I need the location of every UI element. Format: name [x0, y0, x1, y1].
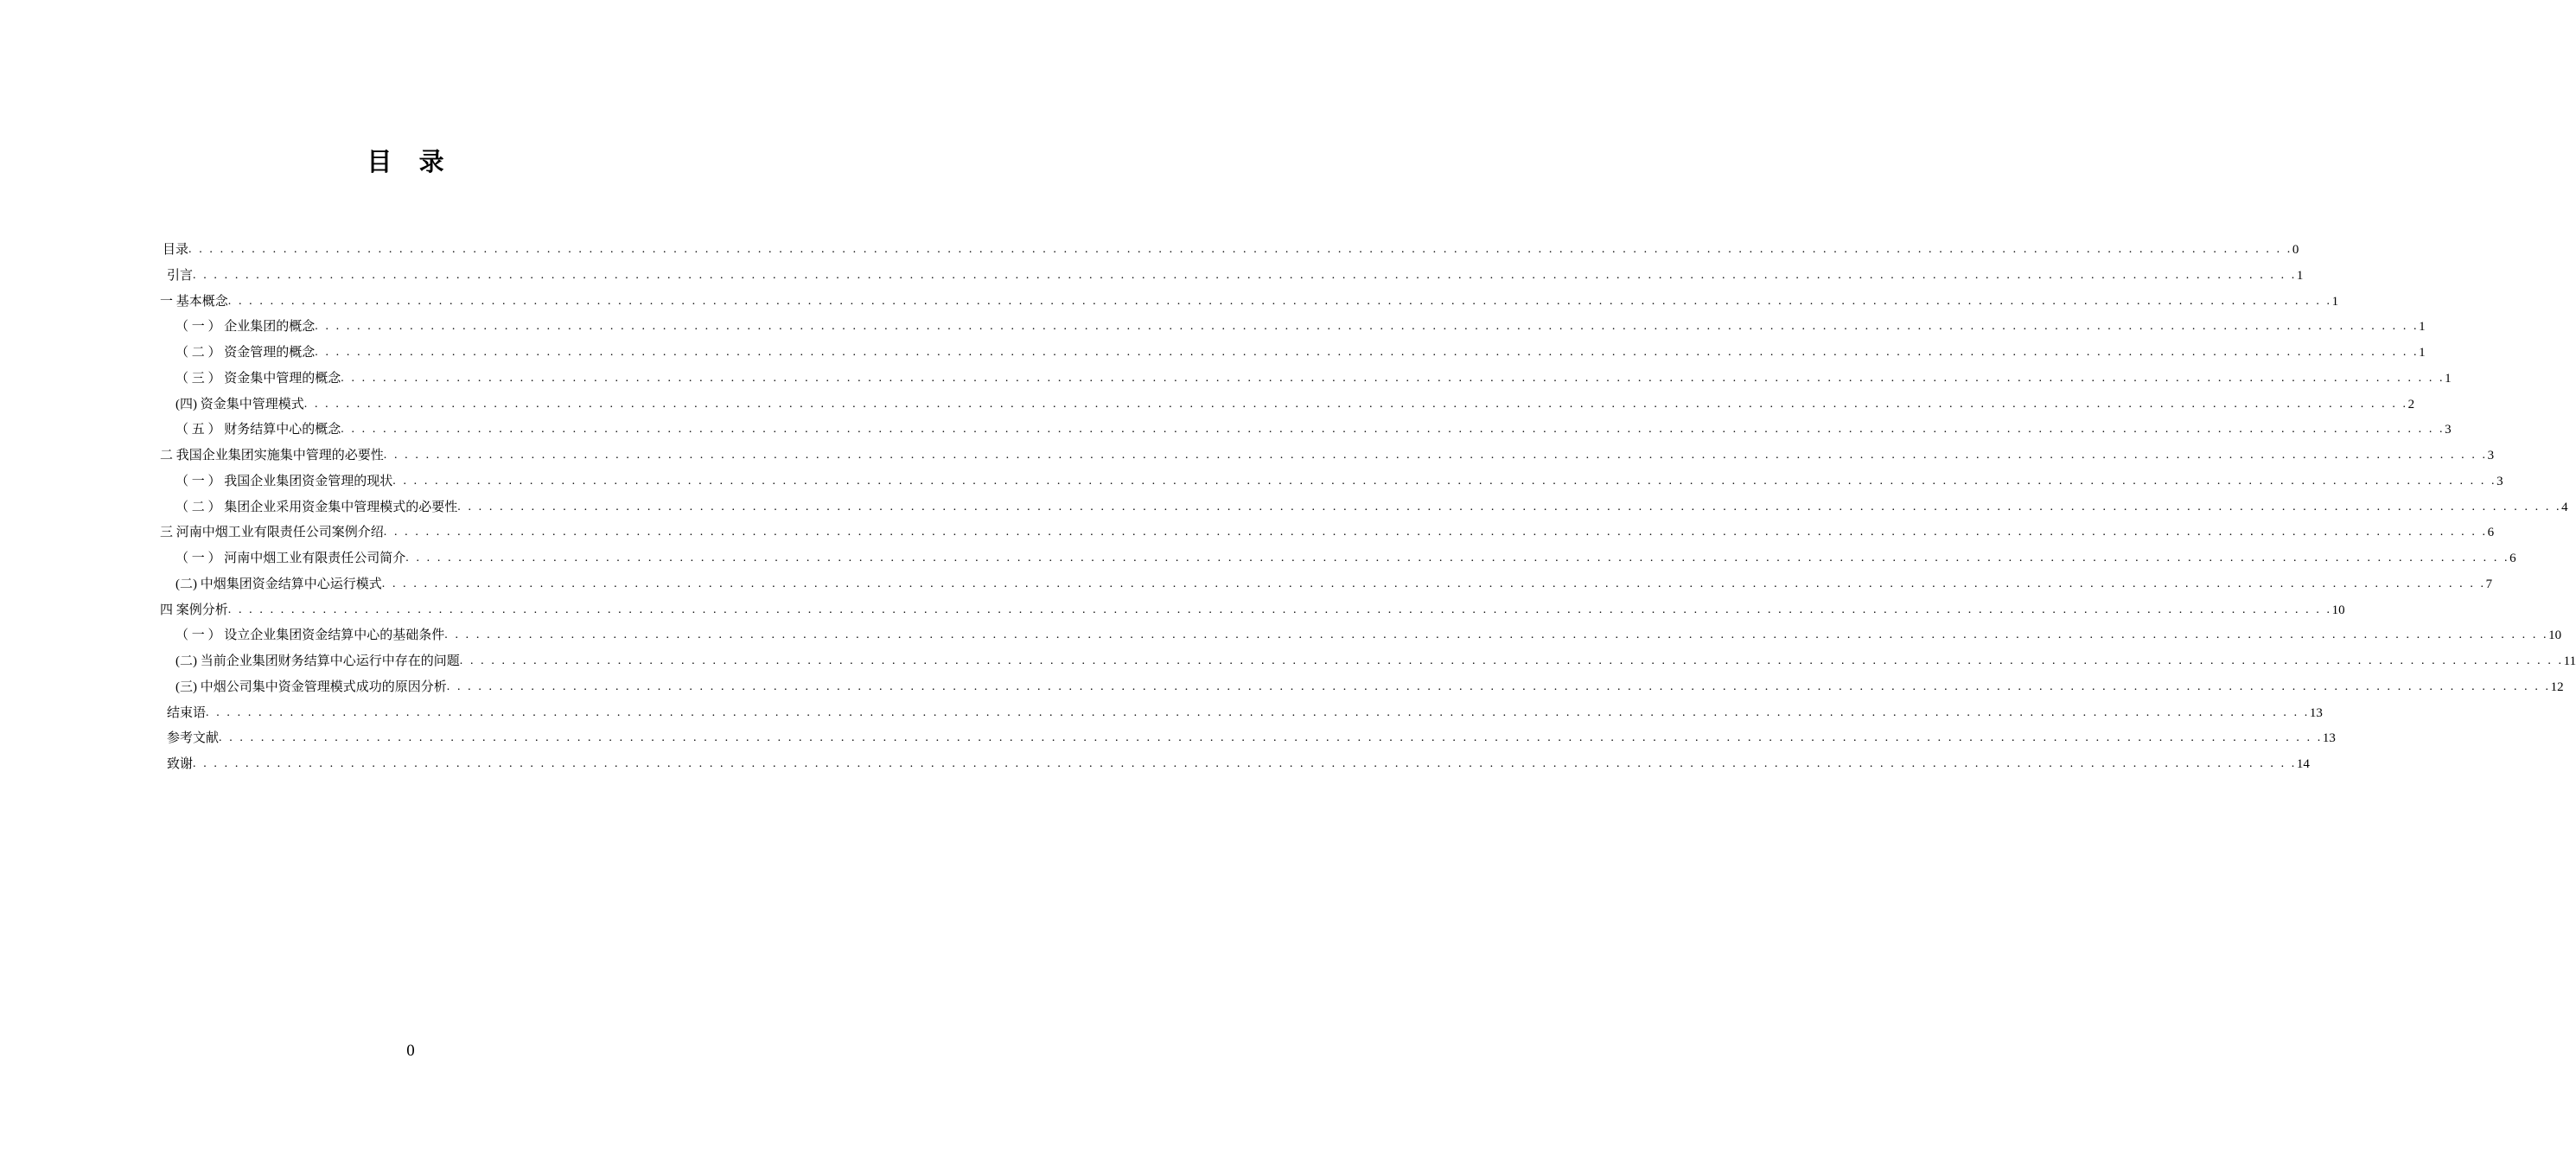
toc-entry-label: （ 一 ） 河南中烟工业有限责任公司简介: [175, 552, 406, 565]
toc-entry-page: 1: [2296, 269, 2304, 283]
toc-leader-dots: . . . . . . . . . . . . . . . . . . . . . . . . . . . . . . . . . . . . . . . . . . . . . . . . . . . . . . . . . . . . . . . . . . . . . . . . . . . . . . . . . . . . . . . . . . . . . . . . . . . . . . . . . . . . . . . . . . . . . . . . . . . . . . . . . . . . . . . . . . . . . . . . . . . . . . . . . . . . . . . . . . . . . . . . . . . . . . . . . . . . . . . . . . . . . . . . . . . . . . . .: [381, 577, 2486, 590]
toc-leader-dots: . . . . . . . . . . . . . . . . . . . . . . . . . . . . . . . . . . . . . . . . . . . . . . . . . . . . . . . . . . . . . . . . . . . . . . . . . . . . . . . . . . . . . . . . . . . . . . . . . . . . . . . . . . . . . . . . . . . . . . . . . . . . . . . . . . . . . . . . . . . . . . . . . . . . . . . . . . . . . . . . . . . . . . . . . . . . . . . . . . . . . . . . . . . . . . . . . . . . . . . .: [383, 526, 2488, 539]
toc-leader-dots: . . . . . . . . . . . . . . . . . . . . . . . . . . . . . . . . . . . . . . . . . . . . . . . . . . . . . . . . . . . . . . . . . . . . . . . . . . . . . . . . . . . . . . . . . . . . . . . . . . . . . . . . . . . . . . . . . . . . . . . . . . . . . . . . . . . . . . . . . . . . . . . . . . . . . . . . . . . . . . . . . . . . . . . . . . . . . . . . . . . . . . . . . . . . . . . . . . . . . . . .: [219, 731, 2323, 744]
toc-entry-page: 4: [2561, 501, 2568, 514]
toc-entry-label: (二) 中烟集团资金结算中心运行模式: [175, 577, 382, 591]
toc-leader-dots: . . . . . . . . . . . . . . . . . . . . . . . . . . . . . . . . . . . . . . . . . . . . . . . . . . . . . . . . . . . . . . . . . . . . . . . . . . . . . . . . . . . . . . . . . . . . . . . . . . . . . . . . . . . . . . . . . . . . . . . . . . . . . . . . . . . . . . . . . . . . . . . . . . . . . . . . . . . . . . . . . . . . . . . . . . . . . . . . . . . . . . . . . . . . . . . . . . . . . . . .: [341, 423, 2445, 436]
toc-entry-page: 13: [2309, 706, 2323, 720]
toc-entry-page: 3: [2487, 449, 2495, 462]
toc-entry[interactable]: [175, 648, 2576, 674]
toc-entry-page: 12: [2550, 680, 2564, 694]
toc-entry-label: (二) 当前企业集团财务结算中心运行中存在的问题: [175, 654, 460, 668]
toc-leader-dots: . . . . . . . . . . . . . . . . . . . . . . . . . . . . . . . . . . . . . . . . . . . . . . . . . . . . . . . . . . . . . . . . . . . . . . . . . . . . . . . . . . . . . . . . . . . . . . . . . . . . . . . . . . . . . . . . . . . . . . . . . . . . . . . . . . . . . . . . . . . . . . . . . . . . . . . . . . . . . . . . . . . . . . . . . . . . . . . . . . . . . . . . . . . . . . . . . . . . . . . .: [227, 603, 2332, 616]
toc-entry-page: 1: [2419, 320, 2426, 334]
toc-entry-label: 三 河南中烟工业有限责任公司案例介绍: [160, 526, 384, 539]
toc-entry-label: (四) 资金集中管理模式: [175, 398, 304, 411]
toc-entry-label: 致谢: [167, 757, 194, 771]
toc-entry[interactable]: [175, 366, 2452, 392]
toc-entry[interactable]: [175, 545, 2516, 571]
toc-entry[interactable]: [160, 520, 2495, 545]
toc-entry-label: （ 三 ） 资金集中管理的概念: [175, 372, 341, 386]
toc-leader-dots: . . . . . . . . . . . . . . . . . . . . . . . . . . . . . . . . . . . . . . . . . . . . . . . . . . . . . . . . . . . . . . . . . . . . . . . . . . . . . . . . . . . . . . . . . . . . . . . . . . . . . . . . . . . . . . . . . . . . . . . . . . . . . . . . . . . . . . . . . . . . . . . . . . . . . . . . . . . . . . . . . . . . . . . . . . . . . . . . . . . . . . . . . . . . . . . . . . . . . . . .: [193, 269, 2297, 282]
toc-entry[interactable]: [175, 314, 2426, 340]
toc-leader-dots: . . . . . . . . . . . . . . . . . . . . . . . . . . . . . . . . . . . . . . . . . . . . . . . . . . . . . . . . . . . . . . . . . . . . . . . . . . . . . . . . . . . . . . . . . . . . . . . . . . . . . . . . . . . . . . . . . . . . . . . . . . . . . . . . . . . . . . . . . . . . . . . . . . . . . . . . . . . . . . . . . . . . . . . . . . . . . . . . . . . . . . . . . . . . . . . . . . . . . . . .: [188, 243, 2292, 256]
toc-leader-dots: . . . . . . . . . . . . . . . . . . . . . . . . . . . . . . . . . . . . . . . . . . . . . . . . . . . . . . . . . . . . . . . . . . . . . . . . . . . . . . . . . . . . . . . . . . . . . . . . . . . . . . . . . . . . . . . . . . . . . . . . . . . . . . . . . . . . . . . . . . . . . . . . . . . . . . . . . . . . . . . . . . . . . . . . . . . . . . . . . . . . . . . . . . . . . . . . . . . . . . . .: [315, 320, 2420, 333]
toc-entry-label: （ 一 ） 企业集团的概念: [175, 320, 316, 334]
toc-entry[interactable]: [167, 725, 2336, 751]
toc-entry-page: 10: [2331, 603, 2345, 617]
toc-leader-dots: . . . . . . . . . . . . . . . . . . . . . . . . . . . . . . . . . . . . . . . . . . . . . . . . . . . . . . . . . . . . . . . . . . . . . . . . . . . . . . . . . . . . . . . . . . . . . . . . . . . . . . . . . . . . . . . . . . . . . . . . . . . . . . . . . . . . . . . . . . . . . . . . . . . . . . . . . . . . . . . . . . . . . . . . . . . . . . . . . . . . . . . . . . . . . . . . . . . . . . . .: [227, 295, 2332, 308]
page-number: 0: [406, 1042, 415, 1060]
toc-entry-page: 10: [2548, 628, 2562, 642]
toc-entry-label: 一 基本概念: [160, 295, 228, 309]
toc-entry-page: 1: [2331, 295, 2339, 309]
toc-entry-label: 目录: [163, 243, 189, 257]
toc-entry[interactable]: [175, 340, 2426, 366]
toc-leader-dots: . . . . . . . . . . . . . . . . . . . . . . . . . . . . . . . . . . . . . . . . . . . . . . . . . . . . . . . . . . . . . . . . . . . . . . . . . . . . . . . . . . . . . . . . . . . . . . . . . . . . . . . . . . . . . . . . . . . . . . . . . . . . . . . . . . . . . . . . . . . . . . . . . . . . . . . . . . . . . . . . . . . . . . . . . . . . . . . . . . . . . . . . . . . . . . . . . . . . . . . .: [457, 501, 2562, 514]
toc-entry[interactable]: [175, 674, 2564, 700]
toc-entry-page: 0: [2292, 243, 2299, 257]
toc-entry-label: （ 二 ） 集团企业采用资金集中管理模式的必要性: [175, 501, 458, 514]
toc-leader-dots: . . . . . . . . . . . . . . . . . . . . . . . . . . . . . . . . . . . . . . . . . . . . . . . . . . . . . . . . . . . . . . . . . . . . . . . . . . . . . . . . . . . . . . . . . . . . . . . . . . . . . . . . . . . . . . . . . . . . . . . . . . . . . . . . . . . . . . . . . . . . . . . . . . . . . . . . . . . . . . . . . . . . . . . . . . . . . . . . . . . . . . . . . . . . . . . . . . . . . . . .: [444, 628, 2549, 641]
toc-entry[interactable]: [175, 392, 2415, 418]
toc-entry-page: 3: [2496, 475, 2503, 488]
toc-entry[interactable]: [167, 700, 2323, 726]
toc-entry[interactable]: [175, 571, 2493, 597]
toc-leader-dots: . . . . . . . . . . . . . . . . . . . . . . . . . . . . . . . . . . . . . . . . . . . . . . . . . . . . . . . . . . . . . . . . . . . . . . . . . . . . . . . . . . . . . . . . . . . . . . . . . . . . . . . . . . . . . . . . . . . . . . . . . . . . . . . . . . . . . . . . . . . . . . . . . . . . . . . . . . . . . . . . . . . . . . . . . . . . . . . . . . . . . . . . . . . . . . . . . . . . . . . .: [303, 398, 2408, 411]
toc-entry-page: 6: [2487, 526, 2495, 539]
toc-entry-page: 14: [2296, 757, 2310, 771]
toc-entry-page: 2: [2407, 398, 2415, 411]
toc-entry-label: 四 案例分析: [160, 603, 228, 617]
toc-entry[interactable]: [163, 237, 2299, 263]
toc-entry[interactable]: [175, 494, 2568, 520]
toc-entry-page: 1: [2445, 372, 2452, 386]
toc-entry-label: （ 一 ） 我国企业集团资金管理的现状: [175, 475, 393, 488]
toc-leader-dots: . . . . . . . . . . . . . . . . . . . . . . . . . . . . . . . . . . . . . . . . . . . . . . . . . . . . . . . . . . . . . . . . . . . . . . . . . . . . . . . . . . . . . . . . . . . . . . . . . . . . . . . . . . . . . . . . . . . . . . . . . . . . . . . . . . . . . . . . . . . . . . . . . . . . . . . . . . . . . . . . . . . . . . . . . . . . . . . . . . . . . . . . . . . . . . . . . . . . . . . .: [206, 706, 2310, 719]
toc-entry-page: 7: [2485, 577, 2493, 591]
toc-entry[interactable]: [175, 469, 2503, 494]
toc-leader-dots: . . . . . . . . . . . . . . . . . . . . . . . . . . . . . . . . . . . . . . . . . . . . . . . . . . . . . . . . . . . . . . . . . . . . . . . . . . . . . . . . . . . . . . . . . . . . . . . . . . . . . . . . . . . . . . . . . . . . . . . . . . . . . . . . . . . . . . . . . . . . . . . . . . . . . . . . . . . . . . . . . . . . . . . . . . . . . . . . . . . . . . . . . . . . . . . . . . . . . . . .: [315, 346, 2420, 359]
toc-leader-dots: . . . . . . . . . . . . . . . . . . . . . . . . . . . . . . . . . . . . . . . . . . . . . . . . . . . . . . . . . . . . . . . . . . . . . . . . . . . . . . . . . . . . . . . . . . . . . . . . . . . . . . . . . . . . . . . . . . . . . . . . . . . . . . . . . . . . . . . . . . . . . . . . . . . . . . . . . . . . . . . . . . . . . . . . . . . . . . . . . . . . . . . . . . . . . . . . . . . . . . . .: [392, 475, 2497, 488]
toc-entry-label: 引言: [167, 269, 194, 283]
toc-entry-page: 13: [2322, 731, 2336, 745]
toc-entry-page: 1: [2419, 346, 2426, 360]
toc-entry[interactable]: [167, 263, 2304, 289]
toc-entry[interactable]: [175, 622, 2562, 648]
toc-entry-label: 结束语: [167, 706, 207, 720]
toc-leader-dots: . . . . . . . . . . . . . . . . . . . . . . . . . . . . . . . . . . . . . . . . . . . . . . . . . . . . . . . . . . . . . . . . . . . . . . . . . . . . . . . . . . . . . . . . . . . . . . . . . . . . . . . . . . . . . . . . . . . . . . . . . . . . . . . . . . . . . . . . . . . . . . . . . . . . . . . . . . . . . . . . . . . . . . . . . . . . . . . . . . . . . . . . . . . . . . . . . . . . . . . .: [193, 757, 2297, 770]
toc-entry-label: （ 二 ） 资金管理的概念: [175, 346, 316, 360]
toc-entry[interactable]: [160, 289, 2339, 315]
toc-leader-dots: . . . . . . . . . . . . . . . . . . . . . . . . . . . . . . . . . . . . . . . . . . . . . . . . . . . . . . . . . . . . . . . . . . . . . . . . . . . . . . . . . . . . . . . . . . . . . . . . . . . . . . . . . . . . . . . . . . . . . . . . . . . . . . . . . . . . . . . . . . . . . . . . . . . . . . . . . . . . . . . . . . . . . . . . . . . . . . . . . . . . . . . . . . . . . . . . . . . . . . . .: [405, 552, 2510, 565]
toc-entry-page: 3: [2445, 423, 2452, 437]
toc-entry-label: （ 一 ） 设立企业集团资金结算中心的基础条件: [175, 628, 445, 642]
toc-entry[interactable]: [167, 751, 2310, 777]
toc-entry-label: 参考文献: [167, 731, 220, 745]
toc-leader-dots: . . . . . . . . . . . . . . . . . . . . . . . . . . . . . . . . . . . . . . . . . . . . . . . . . . . . . . . . . . . . . . . . . . . . . . . . . . . . . . . . . . . . . . . . . . . . . . . . . . . . . . . . . . . . . . . . . . . . . . . . . . . . . . . . . . . . . . . . . . . . . . . . . . . . . . . . . . . . . . . . . . . . . . . . . . . . . . . . . . . . . . . . . . . . . . . . . . . . . . . .: [446, 680, 2551, 693]
toc-leader-dots: . . . . . . . . . . . . . . . . . . . . . . . . . . . . . . . . . . . . . . . . . . . . . . . . . . . . . . . . . . . . . . . . . . . . . . . . . . . . . . . . . . . . . . . . . . . . . . . . . . . . . . . . . . . . . . . . . . . . . . . . . . . . . . . . . . . . . . . . . . . . . . . . . . . . . . . . . . . . . . . . . . . . . . . . . . . . . . . . . . . . . . . . . . . . . . . . . . . . . . . .: [459, 654, 2564, 667]
toc-entry-page: 6: [2509, 552, 2516, 565]
toc-entry-label: （ 五 ） 财务结算中心的概念: [175, 423, 341, 437]
toc-entry-label: (三) 中烟公司集中资金管理模式成功的原因分析: [175, 680, 447, 694]
toc-entry[interactable]: [175, 417, 2452, 443]
toc-leader-dots: . . . . . . . . . . . . . . . . . . . . . . . . . . . . . . . . . . . . . . . . . . . . . . . . . . . . . . . . . . . . . . . . . . . . . . . . . . . . . . . . . . . . . . . . . . . . . . . . . . . . . . . . . . . . . . . . . . . . . . . . . . . . . . . . . . . . . . . . . . . . . . . . . . . . . . . . . . . . . . . . . . . . . . . . . . . . . . . . . . . . . . . . . . . . . . . . . . . . . . . .: [383, 449, 2488, 462]
toc-entry[interactable]: [160, 443, 2495, 469]
toc-leader-dots: . . . . . . . . . . . . . . . . . . . . . . . . . . . . . . . . . . . . . . . . . . . . . . . . . . . . . . . . . . . . . . . . . . . . . . . . . . . . . . . . . . . . . . . . . . . . . . . . . . . . . . . . . . . . . . . . . . . . . . . . . . . . . . . . . . . . . . . . . . . . . . . . . . . . . . . . . . . . . . . . . . . . . . . . . . . . . . . . . . . . . . . . . . . . . . . . . . . . . . . .: [341, 372, 2445, 385]
page-title: 目 录: [367, 149, 455, 176]
toc-entry[interactable]: [160, 597, 2345, 623]
toc-entry-page: 11: [2563, 654, 2576, 668]
toc-entry-label: 二 我国企业集团实施集中管理的必要性: [160, 449, 384, 462]
